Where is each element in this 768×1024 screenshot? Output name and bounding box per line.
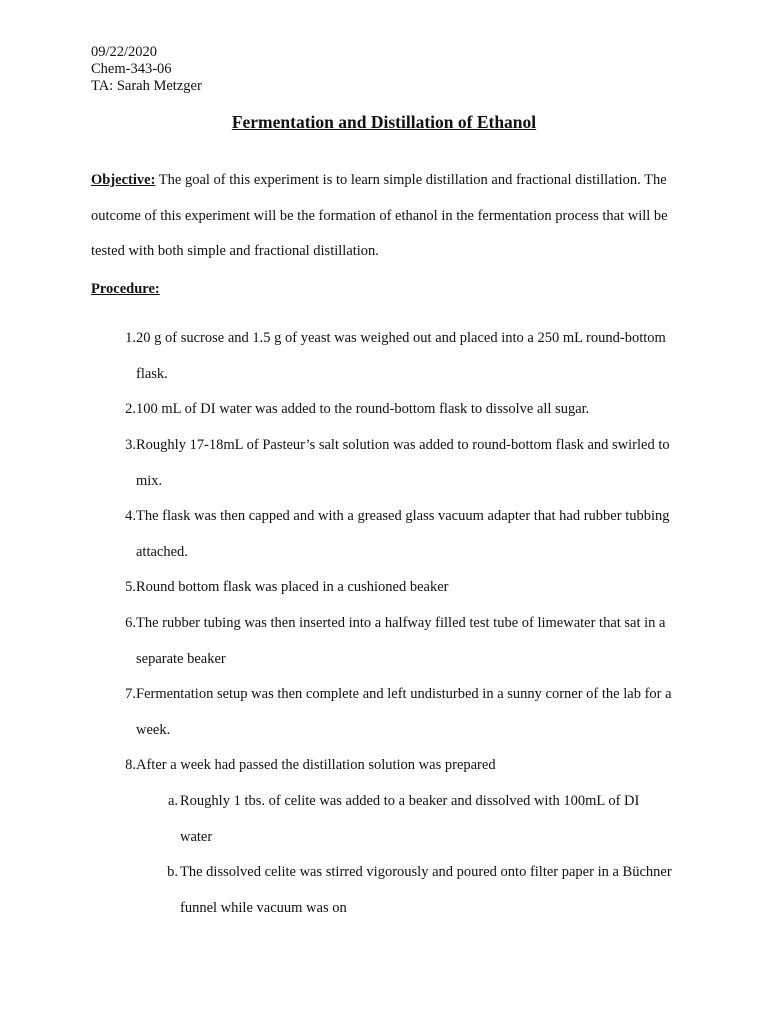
list-item (112, 677, 672, 748)
step-text: The rubber tubing was then inserted into a halfway filled test tube of limewater that sat in a separate beaker (136, 615, 666, 667)
step-number: 4. (125, 508, 136, 524)
step-number: 1. (125, 330, 136, 346)
list-item (112, 499, 672, 570)
step-text: The flask was then capped and with a greased glass vacuum adapter that had rubber tubbing attached. (136, 508, 670, 560)
list-item (154, 784, 674, 855)
step-number: 5. (125, 579, 136, 595)
substep-text: The dissolved celite was stirred vigorously and poured onto filter paper in a Büchner funnel while vacuum was on (180, 864, 672, 916)
ta-line: TA: Sarah Metzger (91, 78, 202, 94)
list-item (112, 392, 672, 428)
step-text: Round bottom flask was placed in a cushioned beaker (136, 579, 449, 595)
date-line: 09/22/2020 (91, 44, 158, 60)
procedure-heading: Procedure: (91, 281, 160, 297)
step-text: 100 mL of DI water was added to the round-bottom flask to dissolve all sugar. (136, 401, 590, 417)
step-number: 6. (125, 615, 136, 631)
course-line: Chem-343-06 (91, 61, 172, 77)
objective-text: The goal of this experiment is to learn simple distillation and fractional distillation. The outcome of this experiment will be the formation of ethanol in the fermentation process that will be tested with both simple and fractional distillation. (91, 172, 668, 259)
header-block (91, 44, 202, 95)
step-text: Roughly 17-18mL of Pasteur’s salt solution was added to round-bottom flask and swirled to mix. (136, 437, 670, 489)
objective-label: Objective: (91, 172, 156, 188)
step-number: 8. (125, 757, 136, 773)
substep-letter: b. (167, 864, 178, 880)
objective-paragraph (91, 163, 691, 270)
substep-letter: a. (167, 793, 178, 809)
list-item (112, 748, 672, 784)
page-title: Fermentation and Distillation of Ethanol (231, 112, 537, 132)
substep-text: Roughly 1 tbs. of celite was added to a beaker and dissolved with 100mL of DI water (180, 793, 640, 845)
step-number: 2. (125, 401, 136, 417)
step-text: Fermentation setup was then complete and left undisturbed in a sunny corner of the lab for a week. (136, 686, 672, 738)
list-item (112, 606, 672, 677)
list-item (112, 570, 672, 606)
step-text: After a week had passed the distillation solution was prepared (136, 757, 496, 773)
list-item (154, 855, 674, 926)
list-item (112, 428, 672, 499)
step-text: 20 g of sucrose and 1.5 g of yeast was weighed out and placed into a 250 mL round-bottom flask. (136, 330, 666, 382)
step-number: 3. (125, 437, 136, 453)
step-number: 7. (125, 686, 136, 702)
list-item (112, 321, 672, 392)
